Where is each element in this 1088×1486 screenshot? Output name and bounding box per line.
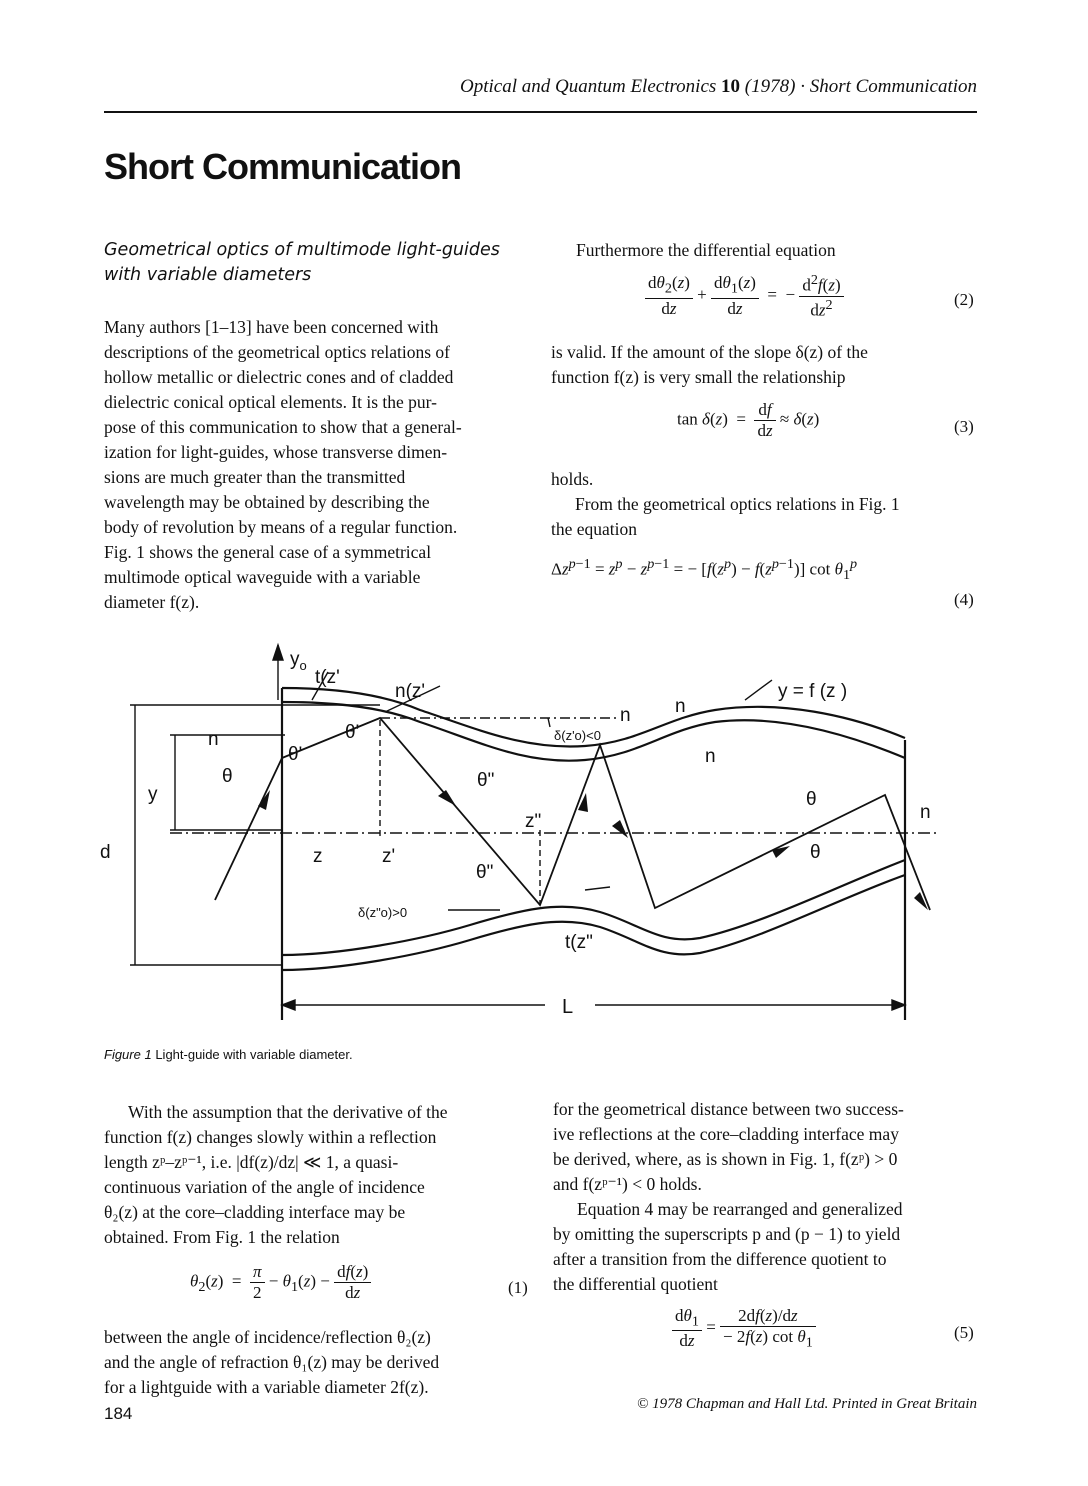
label-y0-equation: y = f (z ) [778, 681, 848, 702]
figure-caption [104, 1047, 353, 1062]
caption-text: Light-guide with variable diameter. [155, 1047, 353, 1062]
column1-intro [104, 315, 534, 615]
text-line: and f(zᵖ⁻¹) < 0 holds. [553, 1174, 702, 1194]
text-line: dielectric conical optical elements. It is the pur- [104, 392, 437, 412]
ray-arrow [438, 790, 456, 806]
label-n-z0p: n(z' [395, 681, 426, 702]
label-z0p: z' [382, 846, 396, 867]
ray-arrow [578, 793, 588, 812]
col2-intro: Furthermore the differential equation [576, 240, 836, 260]
text-line: for a lightguide with a variable diameter 2f(z). [104, 1377, 429, 1397]
equation-4: $\Delta z^{p-1} = z^p - z^{p-1}$ = − $[f(z^p) - f(z^{p-1})]$ $\cot \theta_1^p$ [551, 556, 858, 584]
caption-label: Figure 1 [104, 1047, 152, 1062]
text-line: the differential quotient [553, 1274, 718, 1294]
article-subtitle: Geometrical optics of multimode light-guides with variable diameters [104, 240, 500, 285]
label-theta1p: θ' [288, 744, 303, 765]
text-line: Equation 4 may be rearranged and generalized [577, 1199, 903, 1219]
equation-5-number: (5) [954, 1323, 974, 1342]
header-rule [104, 111, 977, 113]
text-line: by omitting the superscripts p and (p − 1) to yield [553, 1224, 901, 1244]
label-y0: $y_o$ [290, 649, 307, 673]
journal-year: (1978) [744, 76, 796, 97]
text-line: Fig. 1 shows the general case of a symmetrical [104, 542, 432, 562]
text-line: is valid. If the amount of the slope δ(z) of the [551, 342, 868, 362]
label-theta0: θ [222, 766, 233, 787]
col2-text-b [551, 492, 981, 542]
label-L: L [562, 996, 574, 1018]
column1-body [104, 1100, 534, 1250]
running-header [104, 76, 977, 98]
label-theta1pp: θ" [477, 770, 495, 791]
label-n0: n [208, 729, 219, 750]
label-theta1P: θ [810, 842, 821, 863]
copyright-notice: © 1978 Chapman and Hall Ltd. Printed in Great Britain [636, 1396, 977, 1412]
equation-3: tan δ(z) = $\frac{df}{dz}$ ≈ δ(z) [677, 400, 820, 440]
header-separator: · [800, 76, 805, 97]
text-line: function f(z) changes slowly within a reflection [104, 1127, 437, 1147]
journal-name: Optical and Quantum Electronics [459, 76, 717, 97]
col2-text-a [551, 340, 981, 390]
label-theta2p: θ' [345, 722, 360, 743]
y0-arrow [273, 645, 283, 660]
label-z0: z [313, 846, 323, 867]
figure-1 [0, 640, 1088, 1040]
text-line: hollow metallic or dielectric cones and of cladded [104, 367, 454, 387]
label-ya: y [148, 784, 158, 805]
ray-arrow [772, 846, 790, 858]
label-n3: n [620, 705, 631, 726]
label-theta2pp: θ" [476, 862, 494, 883]
text-line: and the angle of refraction θ₁(z) may be derived [104, 1352, 440, 1372]
text-line: pose of this communication to show that a general- [104, 417, 462, 437]
text-line: With the assumption that the derivative of the [128, 1102, 448, 1122]
text-line: continuous variation of the angle of incidence [104, 1177, 425, 1197]
text-line: length zᵖ–zᵖ⁻¹, i.e. |df(z)/dz| ≪ 1, a quasi- [104, 1152, 399, 1172]
label-d1: d [100, 842, 111, 863]
text-line: multimode optical waveguide with a variable [104, 567, 421, 587]
text-line: be derived, where, as is shown in Fig. 1, f(zᵖ) > 0 [553, 1149, 898, 1169]
label-delta-negative: δ(z'o)<0 [554, 728, 601, 743]
equation-3-number: (3) [954, 417, 974, 436]
text-line: after a transition from the difference quotient to [553, 1249, 887, 1269]
text-line: obtained. From Fig. 1 the relation [104, 1227, 340, 1247]
label-z0pp: z" [525, 811, 542, 832]
label-t-z0pp: t(z" [565, 932, 593, 953]
equation-4-number: (4) [954, 590, 974, 609]
text-line: ive reflections at the core–cladding interface may [553, 1124, 899, 1144]
journal-volume: 10 [721, 76, 741, 97]
equation-1: $\theta_2(z)$ = $\frac{\pi}{2}$ − $\theta_1(z)$ − $\frac{df(z)}{dz}$ [190, 1262, 371, 1303]
label-delta-positive: δ(z"o)>0 [358, 905, 408, 920]
label-leaders [312, 672, 772, 910]
col2-holds: holds. [551, 469, 594, 489]
equation-2-number: (2) [954, 290, 974, 309]
label-n4: n [920, 802, 931, 823]
header-section: Short Communication [809, 76, 977, 97]
text-line: sions are much greater than the transmitted [104, 467, 406, 487]
column1-after-eq1 [104, 1325, 534, 1400]
text-line: between the angle of incidence/reflection θ₂(z) [104, 1327, 431, 1347]
text-line: the equation [551, 519, 638, 539]
page-number: 184 [104, 1404, 133, 1423]
text-line: wavelength may be obtained by describing the [104, 492, 430, 512]
text-line: diameter f(z). [104, 592, 200, 612]
text-line: descriptions of the geometrical optics relations of [104, 342, 451, 362]
label-n1: n [705, 746, 716, 767]
text-line: ization for light-guides, whose transverse dimen- [104, 442, 448, 462]
text-line: From the geometrical optics relations in Fig. 1 [575, 494, 900, 514]
label-t-z0p: t(z' [315, 667, 340, 688]
column2-body [553, 1097, 983, 1297]
label-theta2P: θ [806, 789, 817, 810]
label-n2: n [675, 696, 686, 717]
text-line: θ₂(z) at the core–cladding interface may be [104, 1202, 406, 1222]
equation-5: $\frac{d\theta_1}{dz}$ = $\frac{2df(z)/dz}{- 2f(z) \cot \theta_1}$ [672, 1306, 816, 1351]
text-line: function f(z) is very small the relationship [551, 367, 846, 387]
equation-1-number: (1) [508, 1278, 528, 1297]
text-line: body of revolution by means of a regular function. [104, 517, 458, 537]
text-line: Many authors [1–13] have been concerned with [104, 317, 439, 337]
d1-dimension [130, 705, 380, 965]
page-title: Short Communication [104, 146, 461, 187]
equation-2: $\frac{d\theta_2(z)}{dz}$ + $\frac{d\theta_1(z)}{dz}$ = − $\frac{d^2f(z)}{dz^2}$ [645, 272, 844, 320]
text-line: for the geometrical distance between two success- [553, 1099, 904, 1119]
